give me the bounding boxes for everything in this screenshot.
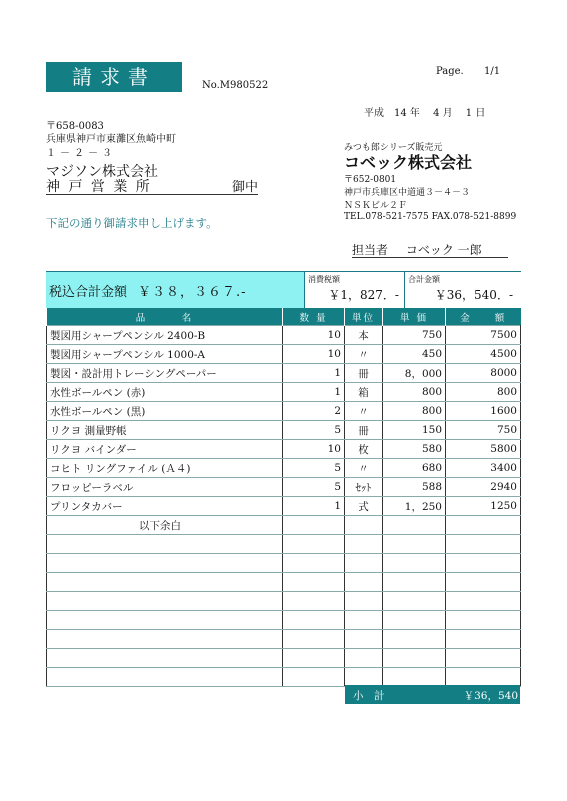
cell-name: フロッピーラベル — [47, 478, 283, 497]
header-unit: 単位 — [345, 308, 383, 326]
total-with-tax-value: ￥３８，３６７.- — [138, 285, 247, 300]
cell-name: 製図・設計用トレーシングペーパー — [47, 364, 283, 383]
table-row — [47, 516, 521, 535]
recipient-address2: １－２－３ — [46, 148, 116, 159]
recipient-postal: 〒658-0083 — [46, 121, 104, 132]
table-row — [47, 383, 521, 402]
tax-label: 消費税額 — [308, 275, 340, 284]
document-title: 請求書 — [46, 62, 182, 92]
table-row-empty — [47, 611, 521, 630]
table-row — [47, 497, 521, 516]
table-row-empty — [47, 535, 521, 554]
cell-price: 450 — [383, 345, 446, 364]
table-row — [47, 421, 521, 440]
tax-value: ￥1，827．- — [328, 288, 399, 302]
cell-unit: 〃 — [345, 459, 383, 478]
table-header-row — [47, 308, 521, 326]
document-number: No.M980522 — [202, 80, 269, 91]
total-with-tax-box — [46, 271, 304, 309]
cell-price: 800 — [383, 383, 446, 402]
cell-price: 1，250 — [383, 497, 446, 516]
cell-name: リクヨ 測量野帳 — [47, 421, 283, 440]
cell-name: コヒト リングファイル (Ａ４) — [47, 459, 283, 478]
table-row-empty — [47, 630, 521, 649]
table-row — [47, 402, 521, 421]
cell-unit: 〃 — [345, 345, 383, 364]
issuer-address1: 神戸市兵庫区中道通３－４－３ — [344, 188, 471, 198]
header-item-name: 品 名 — [47, 308, 283, 326]
cell-price: 580 — [383, 440, 446, 459]
sum-value: ￥36，540．- — [434, 288, 513, 302]
cell-amount: 3400 — [446, 459, 521, 478]
cell-name: リクヨ バインダー — [47, 440, 283, 459]
subtotal-label: 小 計 — [353, 690, 385, 702]
cell-amount: 5800 — [446, 440, 521, 459]
cell-name: プリンタカバー — [47, 497, 283, 516]
cell-name: 製図用シャープペンシル 1000-A — [47, 345, 283, 364]
cell-amount: 4500 — [446, 345, 521, 364]
issue-date: 平成 14 年 4 月 1 日 — [364, 108, 486, 119]
table-row-empty — [47, 592, 521, 611]
total-with-tax-label: 税込合計金額 — [49, 285, 128, 300]
cell-qty: 5 — [283, 421, 345, 440]
cell-unit: 冊 — [345, 421, 383, 440]
remainder-note: 以下余白 — [47, 516, 283, 535]
request-message: 下記の通り御請求申し上げます。 — [46, 216, 218, 230]
cell-price: 150 — [383, 421, 446, 440]
cell-amount: 1600 — [446, 402, 521, 421]
cell-unit: 本 — [345, 326, 383, 345]
person-in-charge — [352, 241, 508, 258]
table-row — [47, 364, 521, 383]
person-label: 担当者 — [352, 243, 389, 257]
recipient-branch: 神 戸 営 業 所 — [46, 179, 152, 195]
recipient-branch-line — [46, 176, 258, 195]
cell-amount: 2940 — [446, 478, 521, 497]
issuer-company: コベック株式会社 — [344, 153, 473, 172]
subtotal-bar — [345, 685, 520, 704]
issuer-address2: ＮＳＫビル２Ｆ — [344, 201, 408, 211]
issuer-postal: 〒652-0801 — [344, 175, 397, 185]
recipient-honorific: 御中 — [231, 180, 258, 195]
table-row — [47, 440, 521, 459]
table-row — [47, 345, 521, 364]
recipient-company: マジソン株式会社 — [46, 164, 158, 180]
cell-price: 588 — [383, 478, 446, 497]
table-row-empty — [47, 668, 521, 687]
cell-name: 水性ボールペン (赤) — [47, 383, 283, 402]
cell-qty: 2 — [283, 402, 345, 421]
cell-unit: 箱 — [345, 383, 383, 402]
cell-amount: 1250 — [446, 497, 521, 516]
sum-label: 合計金額 — [408, 275, 440, 284]
subtotal-value: ￥36，540 — [463, 690, 518, 702]
cell-unit: 〃 — [345, 402, 383, 421]
cell-qty: 1 — [283, 364, 345, 383]
cell-price: 8，000 — [383, 364, 446, 383]
table-row-empty — [47, 649, 521, 668]
cell-unit: 枚 — [345, 440, 383, 459]
cell-qty: 1 — [283, 383, 345, 402]
table-row — [47, 326, 521, 345]
tax-box — [304, 271, 405, 309]
cell-price: 680 — [383, 459, 446, 478]
person-name: コベック 一郎 — [405, 243, 482, 257]
header-unit-price: 単 価 — [383, 308, 446, 326]
page-label: Page. — [436, 66, 464, 77]
cell-amount: 750 — [446, 421, 521, 440]
cell-qty: 10 — [283, 345, 345, 364]
table-row-empty — [47, 573, 521, 592]
cell-qty: 1 — [283, 497, 345, 516]
table-row-empty — [47, 554, 521, 573]
cell-qty: 10 — [283, 440, 345, 459]
issuer-tagline: みつも郎シリーズ販売元 — [344, 143, 443, 153]
cell-name: 製図用シャープペンシル 2400-B — [47, 326, 283, 345]
cell-amount: 800 — [446, 383, 521, 402]
cell-qty: 5 — [283, 478, 345, 497]
items-table — [46, 308, 521, 687]
header-quantity: 数 量 — [283, 308, 345, 326]
cell-amount: 8000 — [446, 364, 521, 383]
cell-unit: ｾｯﾄ — [345, 478, 383, 497]
cell-amount: 7500 — [446, 326, 521, 345]
cell-price: 750 — [383, 326, 446, 345]
cell-unit: 式 — [345, 497, 383, 516]
issuer-contact: TEL.078-521-7575 FAX.078-521-8899 — [344, 212, 517, 222]
header-amount: 金 額 — [446, 308, 521, 326]
cell-unit: 冊 — [345, 364, 383, 383]
cell-qty: 5 — [283, 459, 345, 478]
cell-qty: 10 — [283, 326, 345, 345]
table-row — [47, 459, 521, 478]
page-value: 1/1 — [484, 66, 501, 77]
cell-name: 水性ボールペン (黒) — [47, 402, 283, 421]
sum-box — [404, 271, 521, 309]
recipient-address1: 兵庫県神戸市東灘区魚崎中町 — [46, 134, 176, 145]
table-row — [47, 478, 521, 497]
cell-price: 800 — [383, 402, 446, 421]
